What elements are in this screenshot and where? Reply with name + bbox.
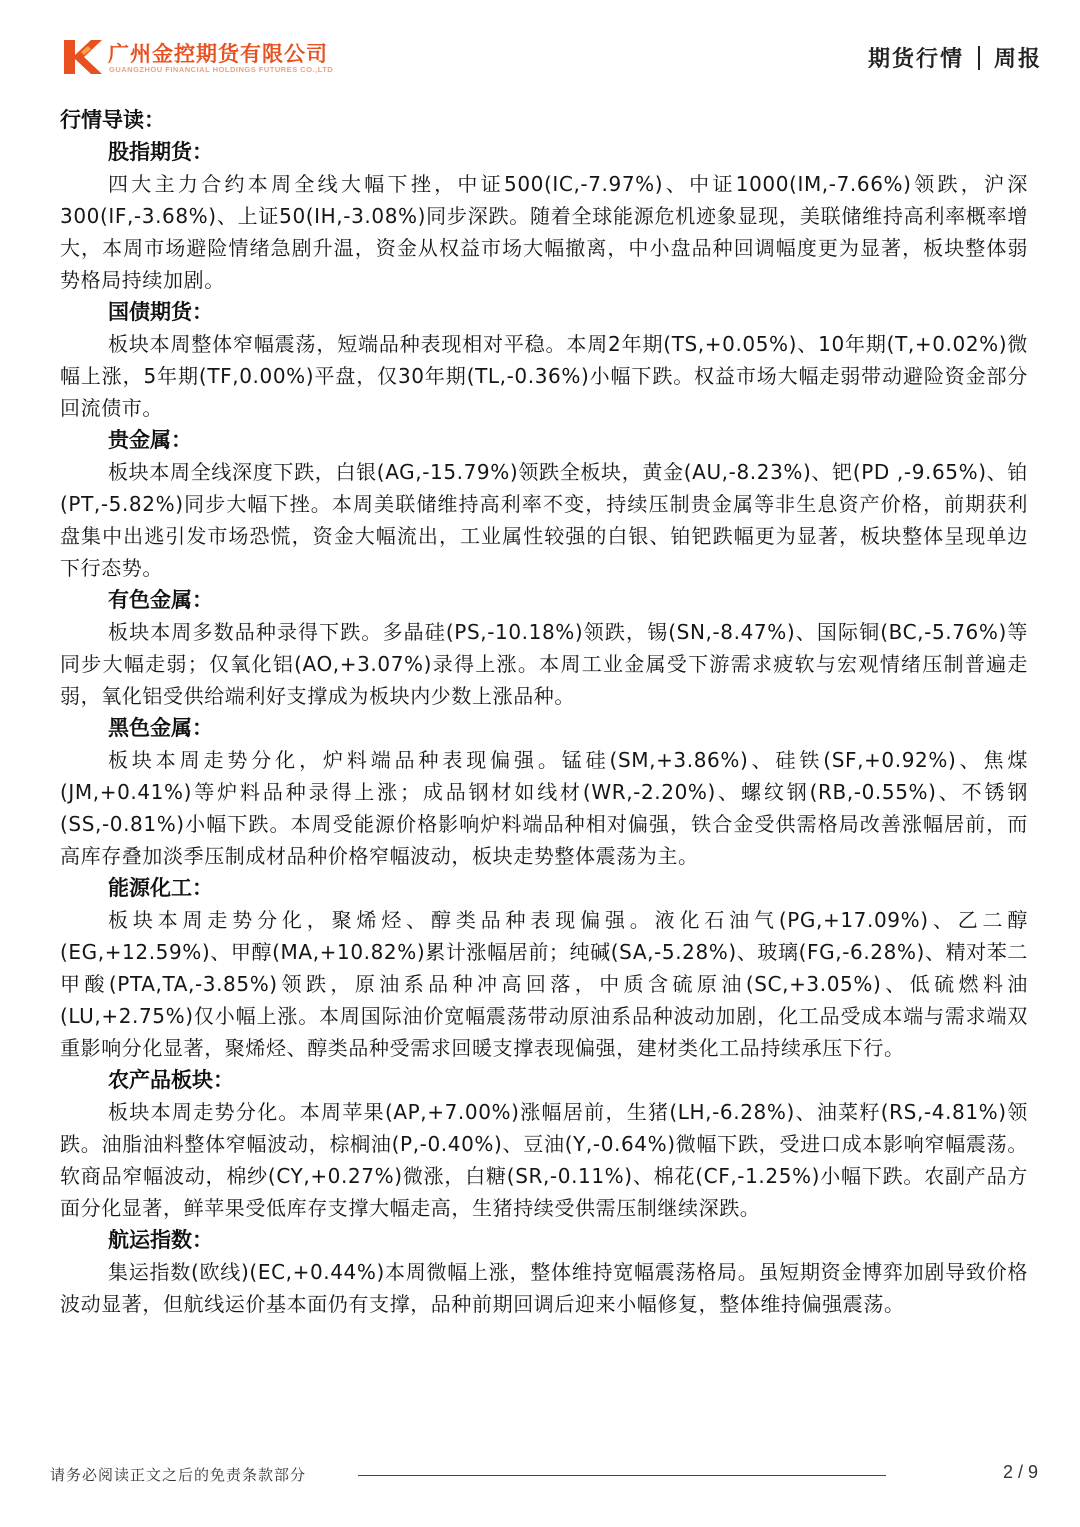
section-body: 集运指数(欧线)(EC,+0.44%)本周微幅上涨，整体维持宽幅震荡格局。虽短期资金博弈加剧导致价格波动显著，但航线运价基本面仍有支撑，品种前期回调后迎来小幅修复，整体维持偏强震荡。: [60, 1260, 1028, 1316]
section-body: 板块本周走势分化，聚烯烃、醇类品种表现偏强。液化石油气(PG,+17.09%)、乙二醇(EG,+12.59%)、甲醇(MA,+10.82%)累计涨幅居前；纯碱(SA,-5.28%)、玻璃(FG,-6.28%)、精对苯二甲酸(PTA,TA,-3.85%)领跌，原油系品种冲高回落，中质含硫原油(SC,+3.05%)、低硫燃料油(LU,+2.75%)仅小幅上涨。本周国际油价宽幅震荡带动原油系品种波动加剧，化工品受成本端与需求端双重影响分化显著，聚烯烃、醇类品种受需求回暖支撑表现偏强，建材类化工品持续承压下行。: [60, 908, 1028, 1060]
page-footer: [0, 1458, 1080, 1498]
section-equity-futures: [60, 136, 1028, 296]
company-name-en: GUANGZHOU FINANCIAL HOLDINGS FUTURES CO.,LTD: [109, 65, 334, 74]
section-body: 板块本周走势分化，炉料端品种表现偏强。锰硅(SM,+3.86%)、硅铁(SF,+0.92%)、焦煤(JM,+0.41%)等炉料品种录得上涨；成品钢材如线材(WR,-2.20%)、螺纹钢(RB,-0.55%)、不锈钢(SS,-0.81%)小幅下跌。本周受能源价格影响炉料端品种相对偏强，铁合金受供需格局改善涨幅居前，而高库存叠加淡季压制成材品种价格窄幅波动，板块走势整体震荡为主。: [60, 748, 1028, 868]
section-title: 航运指数：: [108, 1228, 213, 1252]
section-title: 贵金属：: [108, 428, 192, 452]
section-title: 农产品板块：: [108, 1068, 234, 1092]
disclaimer-note: 请务必阅读正文之后的免责条款部分: [50, 1466, 307, 1484]
section-energy-chemicals: [60, 872, 1028, 1064]
section-treasury-futures: [60, 296, 1028, 424]
doc-category: 期货行情: [867, 47, 964, 72]
company-name-cn: 广州金控期货有限公司: [108, 42, 328, 66]
section-title: 能源化工：: [108, 876, 213, 900]
section-body: 板块本周整体窄幅震荡，短端品种表现相对平稳。本周2年期(TS,+0.05%)、10年期(T,+0.02%)微幅上涨，5年期(TF,0.00%)平盘，仅30年期(TL,-0.36%)小幅下跌。权益市场大幅走弱带动避险资金部分回流债市。: [60, 332, 1028, 420]
page-number: 2 / 9: [1002, 1462, 1038, 1482]
document-type: [868, 42, 1042, 73]
section-title: 有色金属：: [108, 588, 213, 612]
footer-rule: [358, 1475, 886, 1476]
doc-type-label: 周报: [993, 47, 1042, 72]
section-ferrous-metals: [60, 712, 1028, 872]
section-body: 板块本周多数品种录得下跌。多晶硅(PS,-10.18%)领跌，锡(SN,-8.47%)、国际铜(BC,-5.76%)等同步大幅走弱；仅氧化铝(AO,+3.07%)录得上涨。本周工业金属受下游需求疲软与宏观情绪压制普遍走弱，氧化铝受供给端利好支撑成为板块内少数上涨品种。: [60, 620, 1028, 708]
section-title: 黑色金属：: [108, 716, 213, 740]
page-header: [0, 0, 1080, 100]
section-agriculture: [60, 1064, 1028, 1224]
header-divider: [978, 46, 980, 70]
company-logo: [64, 38, 364, 78]
section-title: 国债期货：: [108, 300, 213, 324]
section-shipping-index: [60, 1224, 1028, 1320]
k-logo-icon: [64, 40, 102, 74]
section-title: 股指期货：: [108, 140, 213, 164]
section-nonferrous-metals: [60, 584, 1028, 712]
guide-title: 行情导读：: [60, 108, 165, 132]
main-content: [60, 104, 1028, 1320]
section-precious-metals: [60, 424, 1028, 584]
section-body: 板块本周走势分化。本周苹果(AP,+7.00%)涨幅居前，生猪(LH,-6.28%)、油菜籽(RS,-4.81%)领跌。油脂油料整体窄幅波动，棕榈油(P,-0.40%)、豆油(Y,-0.64%)微幅下跌，受进口成本影响窄幅震荡。软商品窄幅波动，棉纱(CY,+0.27%)微涨，白糖(SR,-0.11%)、棉花(CF,-1.25%)小幅下跌。农副产品方面分化显著，鲜苹果受低库存支撑大幅走高，生猪持续受供需压制继续深跌。: [60, 1100, 1028, 1220]
section-body: 四大主力合约本周全线大幅下挫，中证500(IC,-7.97%)、中证1000(IM,-7.66%)领跌，沪深300(IF,-3.68%)、上证50(IH,-3.08%)同步深跌。随着全球能源危机迹象显现，美联储维持高利率概率增大，本周市场避险情绪急剧升温，资金从权益市场大幅撤离，中小盘品种回调幅度更为显著，板块整体弱势格局持续加剧。: [60, 172, 1028, 292]
section-body: 板块本周全线深度下跌，白银(AG,-15.79%)领跌全板块，黄金(AU,-8.23%)、钯(PD ,-9.65%)、铂(PT,-5.82%)同步大幅下挫。本周美联储维持高利率不变，持续压制贵金属等非生息资产价格，前期获利盘集中出逃引发市场恐慌，资金大幅流出，工业属性较强的白银、铂钯跌幅更为显著，板块整体呈现单边下行态势。: [60, 460, 1028, 580]
